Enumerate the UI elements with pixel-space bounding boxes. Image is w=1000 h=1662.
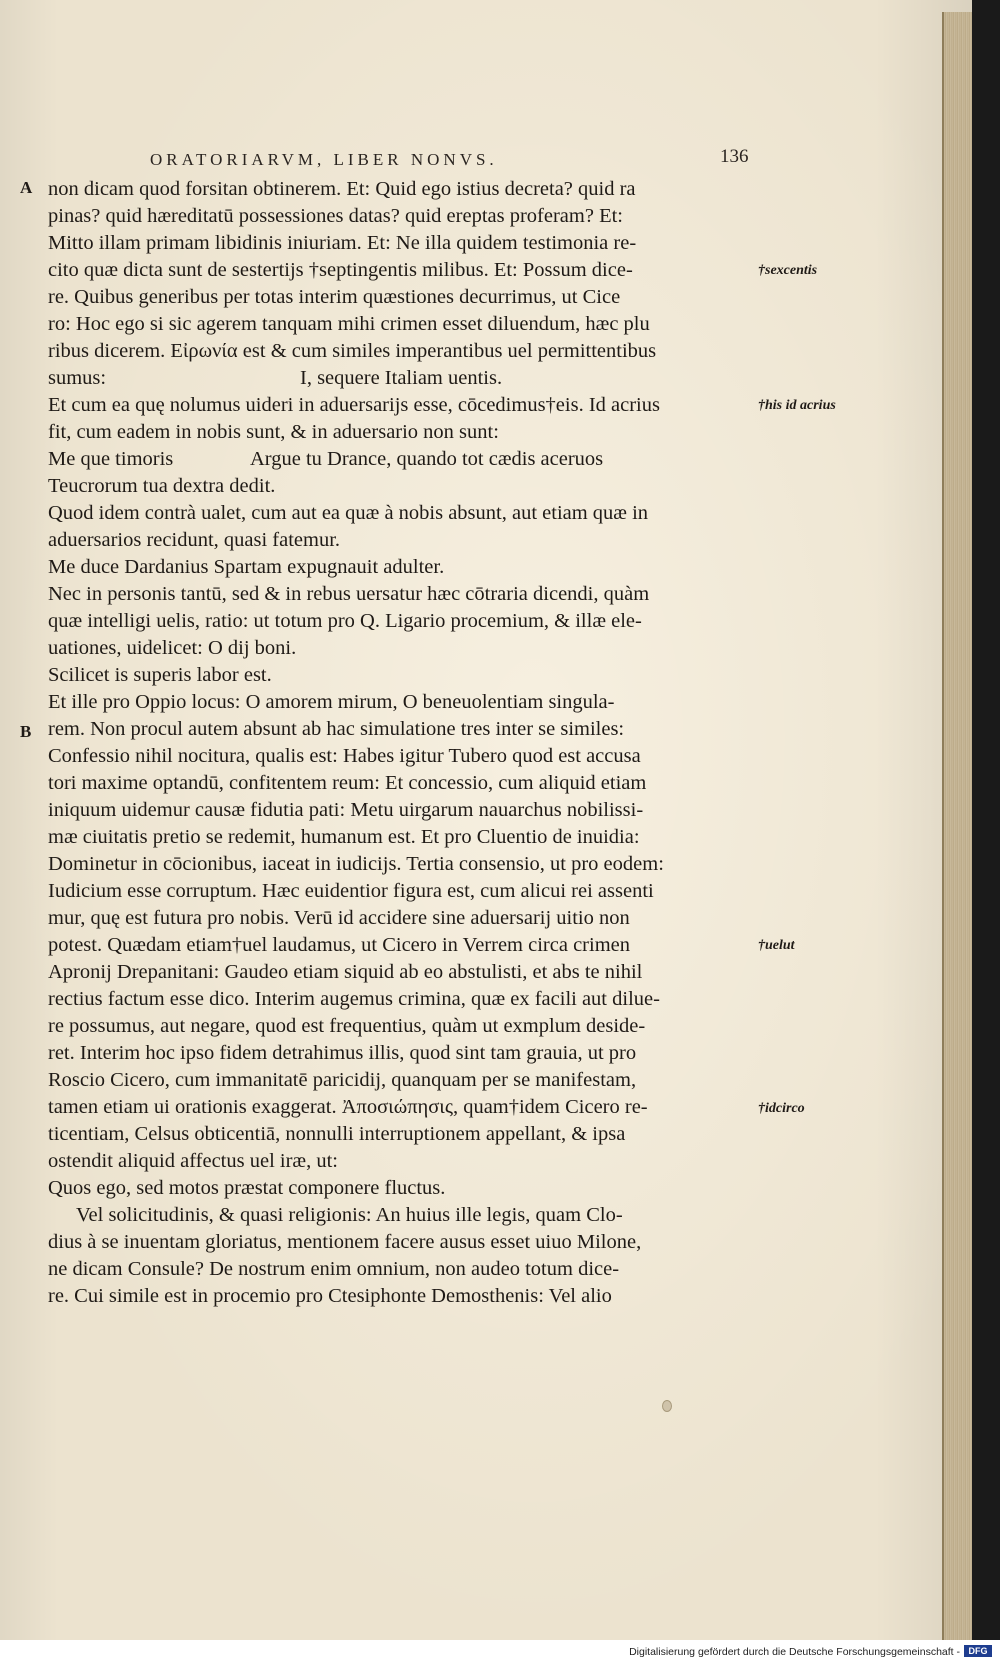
margin-note: †sexcentis bbox=[758, 263, 818, 278]
text-line: tori maxime optandū, confitentem reum: Et concessio, cum aliquid etiam bbox=[48, 772, 647, 794]
footer-credit: Digitalisierung gefördert durch die Deutsche Forschungsgemeinschaft - bbox=[629, 1646, 960, 1658]
section-letter-b: B bbox=[20, 722, 32, 741]
paper-blemish bbox=[662, 1400, 672, 1412]
text-line: Iudicium esse corruptum. Hæc euidentior figura est, cum alicui rei assenti bbox=[48, 880, 654, 902]
margin-note: †his id acrius bbox=[758, 398, 836, 413]
text-line: Quos ego, sed motos præstat componere fluctus. bbox=[48, 1177, 446, 1199]
text-line: dius à se inuentam gloriatus, mentionem facere ausus esset uiuo Milone, bbox=[48, 1231, 642, 1253]
text-line: ne dicam Consule? De nostrum enim omnium, non audeo totum dice- bbox=[48, 1258, 620, 1280]
text-line: Roscio Cicero, cum immanitatē paricidij, quanquam per se manifestam, bbox=[48, 1069, 637, 1091]
text-line: Et cum ea quę nolumus uideri in aduersarijs esse, cōcedimus†eis. Id acrius bbox=[48, 394, 660, 416]
text-line: Apronij Drepanitani: Gaudeo etiam siquid ab eo abstulisti, et abs te nihil bbox=[48, 961, 643, 983]
text-line: Nec in personis tantū, sed & in rebus uersatur hæc cōtraria dicendi, quàm bbox=[48, 583, 650, 605]
text-line: uationes, uidelicet: O dij boni. bbox=[48, 637, 297, 659]
text-line: sumus: bbox=[48, 367, 107, 389]
verse-quote: Argue tu Drance, quando tot cædis aceruos bbox=[250, 448, 604, 470]
text-line: Confessio nihil nocitura, qualis est: Habes igitur Tubero quod est accusa bbox=[48, 745, 641, 767]
text-line: re possumus, aut negare, quod est frequentius, quàm ut exmplum deside- bbox=[48, 1015, 646, 1037]
folio-number: 136 bbox=[720, 146, 749, 167]
text-line: Scilicet is superis labor est. bbox=[48, 664, 272, 686]
verse-quote: I, sequere Italiam uentis. bbox=[300, 367, 503, 389]
running-head: ORATORIARVM, LIBER NONVS. bbox=[150, 150, 498, 169]
text-line: aduersarios recidunt, quasi fatemur. bbox=[48, 529, 341, 551]
text-line: re. Cui simile est in procemio pro Ctesiphonte Demosthenis: Vel alio bbox=[48, 1285, 612, 1307]
text-line: rem. Non procul autem absunt ab hac simulatione tres inter se similes: bbox=[48, 718, 625, 740]
text-line: fit, cum eadem in nobis sunt, & in aduersario non sunt: bbox=[48, 421, 499, 443]
text-line: tamen etiam ui orationis exaggerat. Ἀποσιώπησις, quam†idem Cicero re- bbox=[48, 1096, 648, 1118]
margin-note: †idcirco bbox=[758, 1101, 805, 1116]
dfg-logo: DFG bbox=[964, 1645, 992, 1657]
text-line: mæ ciuitatis pretio se redemit, humanum est. Et pro Cluentio de inuidia: bbox=[48, 826, 640, 848]
text-line: cito quæ dicta sunt de sestertijs †septingentis milibus. Et: Possum dice- bbox=[48, 259, 633, 281]
text-line: non dicam quod forsitan obtinerem. Et: Quid ego istius decreta? quid ra bbox=[48, 178, 636, 200]
text-line: Et ille pro Oppio locus: O amorem mirum, O beneuolentiam singula- bbox=[48, 691, 615, 713]
text-line: Quod idem contrà ualet, cum aut ea quæ à nobis absunt, aut etiam quæ in bbox=[48, 502, 649, 524]
text-line: Vel solicitudinis, & quasi religionis: An huius ille legis, quam Clo- bbox=[76, 1204, 623, 1226]
text-line: ribus dicerem. Εἰρωνία est & cum similes imperantibus uel permittentibus bbox=[48, 340, 657, 362]
text-line: ret. Interim hoc ipso fidem detrahimus illis, quod sint tam grauia, ut pro bbox=[48, 1042, 637, 1064]
text-line: iniquum uidemur causæ fidutia pati: Metu uirgarum nauarchus nobilissi- bbox=[48, 799, 644, 821]
text-line: Mitto illam primam libidinis iniuriam. Et: Ne illa quidem testimonia re- bbox=[48, 232, 637, 254]
text-line: Dominetur in cōcionibus, iaceat in iudicijs. Tertia consensio, ut pro eodem: bbox=[48, 853, 664, 875]
text-line: quæ intelligi uelis, ratio: ut totum pro Q. Ligario procemium, & illæ ele- bbox=[48, 610, 642, 632]
text-line: ticentiam, Celsus obticentiā, nonnulli interruptionem appellant, & ipsa bbox=[48, 1123, 626, 1145]
book-page-edges bbox=[942, 12, 972, 1644]
text-line: mur, quę est futura pro nobis. Verū id accidere sine aduersarij uitio non bbox=[48, 907, 630, 929]
text-line: ro: Hoc ego si sic agerem tanquam mihi crimen esset diluendum, hæc plu bbox=[48, 313, 650, 335]
text-line: pinas? quid hæreditatū possessiones datas? quid ereptas proferam? Et: bbox=[48, 205, 623, 227]
text-line: Me que timoris bbox=[48, 448, 174, 470]
text-line: rectius factum esse dico. Interim augemus crimina, quæ ex facili aut dilue- bbox=[48, 988, 660, 1010]
text-line: potest. Quædam etiam†uel laudamus, ut Cicero in Verrem circa crimen bbox=[48, 934, 630, 956]
margin-note: †uelut bbox=[758, 938, 795, 953]
text-line: Teucrorum tua dextra dedit. bbox=[48, 475, 276, 497]
text-line: re. Quibus generibus per totas interim quæstiones decurrimus, ut Cice bbox=[48, 286, 621, 308]
text-line: Me duce Dardanius Spartam expugnauit adulter. bbox=[48, 556, 445, 578]
text-line: ostendit aliquid affectus uel iræ, ut: bbox=[48, 1150, 338, 1172]
section-letter-a: A bbox=[20, 178, 33, 197]
